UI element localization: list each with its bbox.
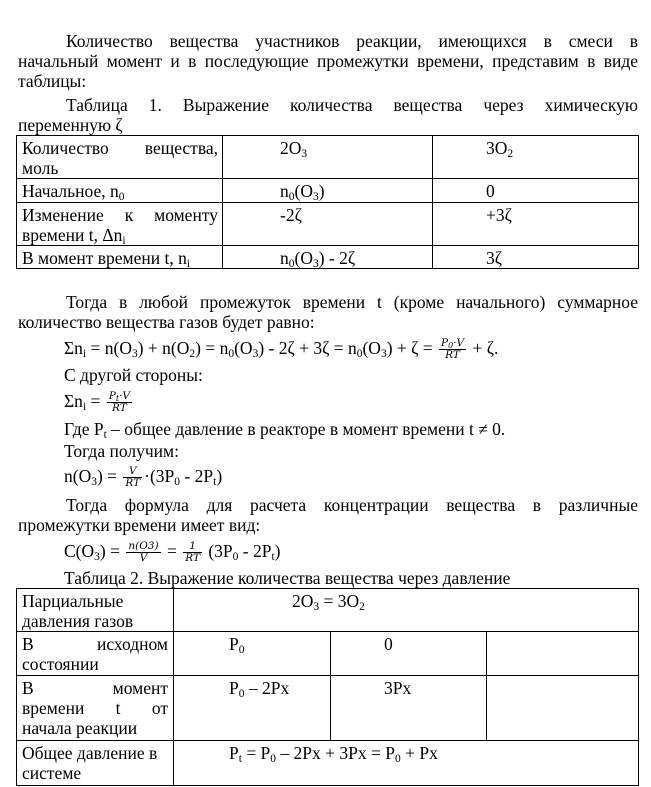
para2-line-1: Тогда формула для расчета концентрации вещества в различные	[66, 495, 638, 515]
where-pt-text: Где $P_t$ – общее давление в реакторе в момент времени t ≠ 0.	[64, 419, 506, 441]
para1-line-2: количество вещества газов будет равно:	[18, 312, 315, 332]
table1-row-moment-label: В момент времени t, $n_i$	[22, 248, 191, 270]
table1-row-moment-o2: 3ζ	[486, 248, 502, 268]
table2-row-initial-o3: $P_0$	[229, 634, 245, 656]
table2-row-total-label: Общее давление в	[22, 743, 158, 763]
table1-row-change-label-2: времени t, $\Delta n_i$	[22, 225, 126, 247]
table2-row-initial-label: В исходном	[22, 634, 168, 654]
equation-total-moles: $\Sigma n_i = n(O_3) + n(O_2) = n_0(O_3) - 2\zeta + 3\zeta = n_0(O_3) + \zeta$ = $\frac{P_0\cdot V}{RT}$ + ζ.	[64, 337, 499, 362]
fraction-v-rt: $\frac{V}{RT}$	[125, 465, 141, 490]
table1-row-initial-label: Начальное, $n_0$	[22, 181, 125, 203]
table2-header-partial-2: давления газов	[22, 611, 134, 631]
table2-row-moment-label: В момент	[22, 678, 168, 698]
table1-header-quantity: Количество вещества,	[22, 138, 218, 158]
table1-row-change-label: Изменение к моменту	[22, 205, 218, 225]
table2-row-moment-o3: $P_0 - 2Px$	[229, 678, 290, 700]
table2-row-moment-label-3: начала реакции	[22, 718, 138, 738]
table2-row-total-label-2: системе	[22, 763, 82, 783]
para2-line-2: промежутки времени имеет вид:	[18, 515, 261, 535]
table2-row-moment-label-2: времени t от	[22, 698, 168, 718]
para1-line-1: Тогда в любой промежуток времени t (кроме начального) суммарное	[66, 292, 638, 312]
then-get-text: Тогда получим:	[64, 441, 179, 461]
equation-total-moles-pressure: $\Sigma n_i$ = $\frac{P_t\cdot V}{RT}$	[64, 390, 130, 415]
fraction-1-rt: $\frac{1}{RT}$	[185, 540, 200, 565]
table2-header-partial: Парциальные	[22, 591, 124, 611]
intro-line-2: начальный момент и в последующие промежутки времени, представим в виде	[18, 51, 638, 71]
other-side-text: С другой стороны:	[64, 365, 203, 385]
table1-caption-line-2: переменную ζ	[18, 115, 123, 135]
table1-row-initial-o3: $n_0(O_3)$	[280, 181, 325, 203]
table1-header-unit: моль	[22, 158, 59, 178]
fraction-p0v-rt: $\frac{P_0\cdot V}{RT}$	[441, 337, 465, 362]
table1-row-moment-o3: $n_0(O_3) - 2\zeta$	[280, 248, 356, 270]
table1-caption: Таблица 1. Выражение количества вещества через химическую	[66, 95, 638, 115]
table1-row-change-o3: -2ζ	[280, 205, 302, 225]
table1-row-initial-o2: 0	[486, 181, 495, 201]
table2-row-total-formula: $P_t = P_0 - 2Px + 3Px = P_0 + Px$	[229, 743, 438, 765]
table1-header-o2: $3O_2$	[486, 138, 514, 160]
intro-line-3: таблицы:	[18, 71, 87, 91]
table2-caption: Таблица 2. Выражение количества вещества через давление	[64, 568, 511, 588]
table2-header-reaction: $2O_3 = 3O_2$	[292, 591, 365, 613]
equation-concentration: $C(O_3)$ = $\frac{n(O3)}{V}$ = $\frac{1}{RT}$ $(3P_0 - 2P_t)$	[64, 540, 281, 565]
intro-line-1: Количество вещества участников реакции, имеющихся в смеси в	[66, 31, 638, 51]
fraction-n-v: $\frac{n(O3)}{V}$	[128, 540, 159, 565]
table2-row-initial-label-2: состоянии	[22, 654, 99, 674]
table2-row-initial-o2: 0	[384, 634, 393, 654]
table1-header-o3: $2O_3$	[280, 138, 308, 160]
table2-row-moment-o2: 3Px	[384, 678, 412, 698]
equation-n-o3: $n(O_3)$ = $\frac{V}{RT}$ $\cdot(3P_0 - 2P_t)$	[64, 465, 223, 490]
fraction-ptv-rt: $\frac{P_t\cdot V}{RT}$	[108, 390, 130, 415]
table1-row-change-o2: +3ζ	[486, 205, 512, 225]
